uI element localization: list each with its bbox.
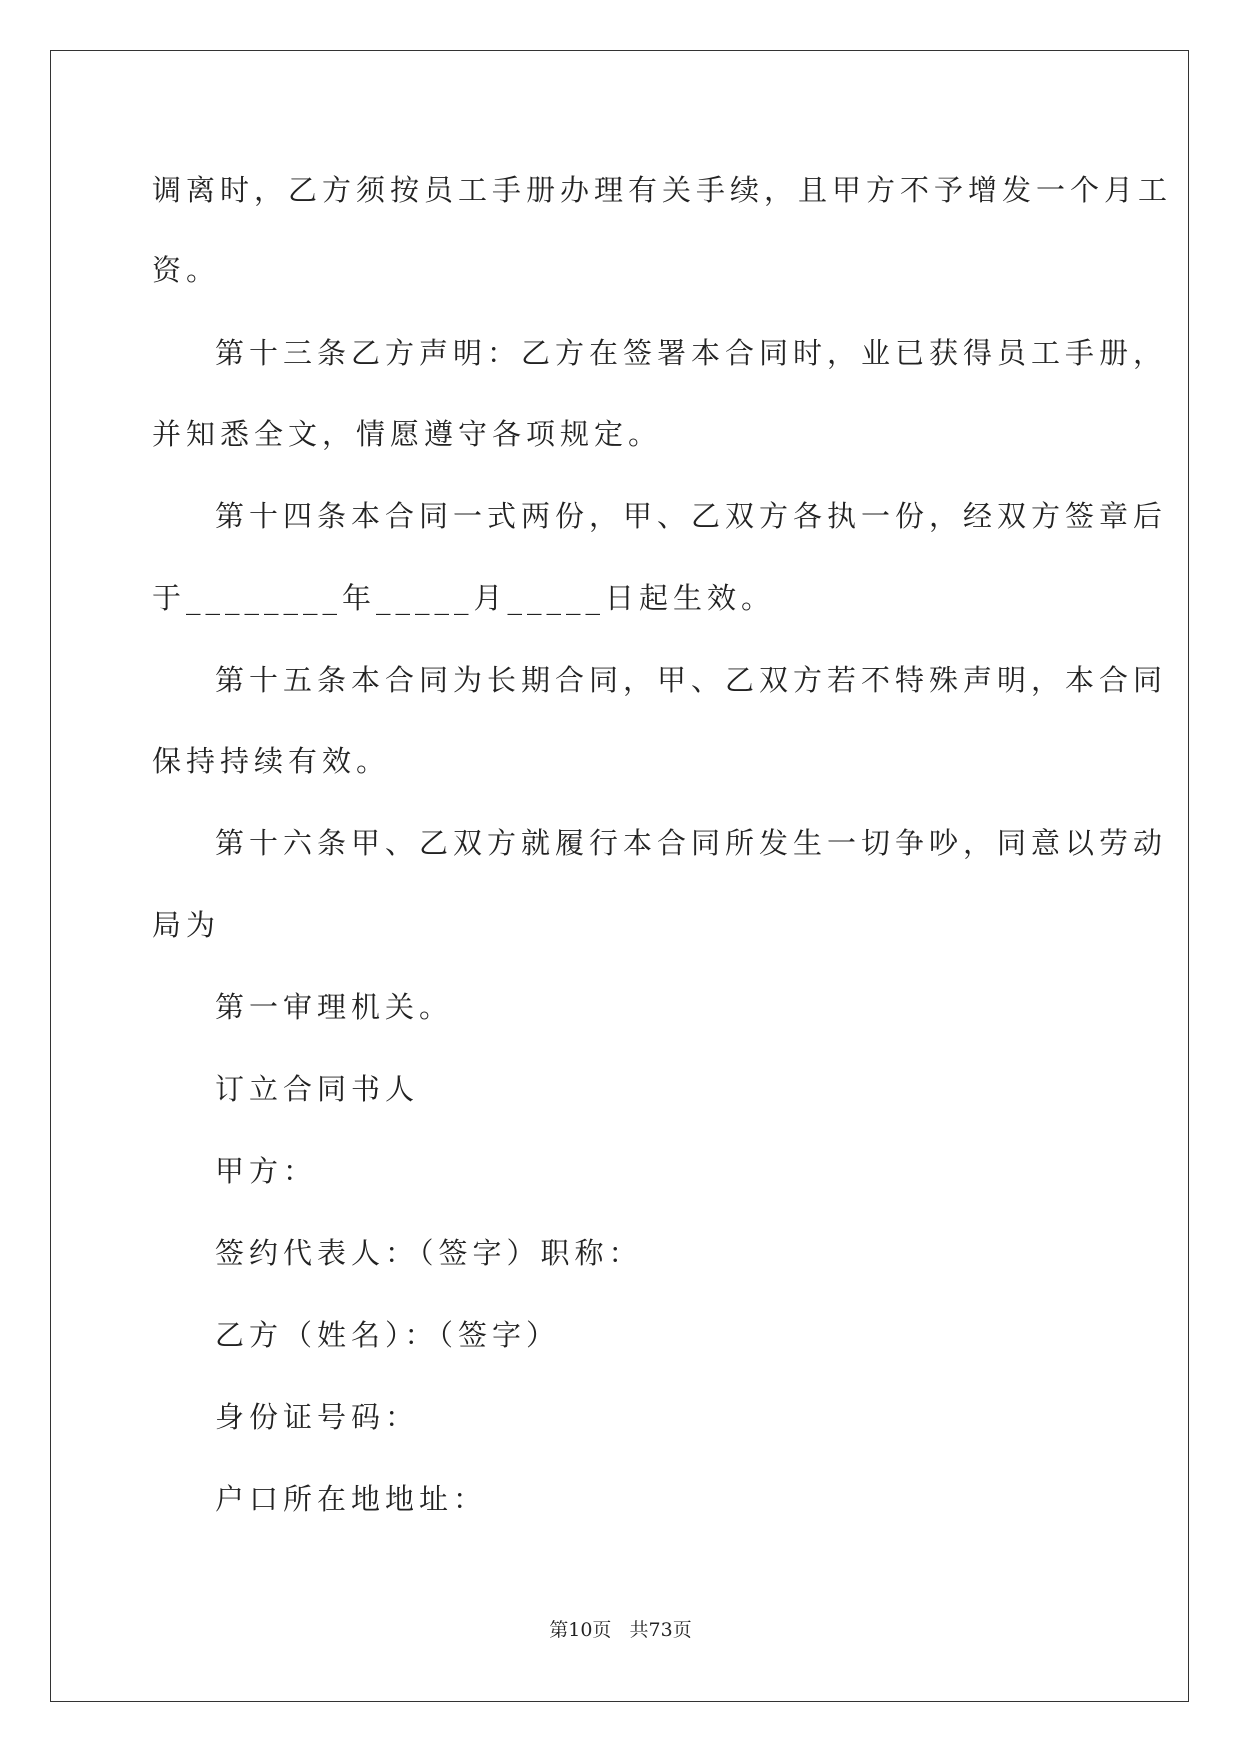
text-line-11: 第一审理机关。 xyxy=(215,990,454,1024)
text-line-17: 户口所在地地址： xyxy=(215,1482,488,1516)
page-number-footer: 第10页 共73页 xyxy=(549,1619,692,1641)
text-line-1: 调离时，乙方须按员工手册办理有关手续，且甲方不予增发一个月工 xyxy=(152,173,1173,207)
text-line-2: 资。 xyxy=(152,253,221,287)
text-line-8: 保持持续有效。 xyxy=(152,744,391,778)
text-line-16: 身份证号码： xyxy=(215,1400,420,1434)
text-line-6: 于________年_____月_____日起生效。 xyxy=(152,581,776,615)
text-line-4: 并知悉全文，情愿遵守各项规定。 xyxy=(152,417,663,451)
text-line-15: 乙方（姓名）：（签字） xyxy=(215,1318,561,1352)
page-border xyxy=(50,50,1189,1702)
text-line-7: 第十五条本合同为长期合同，甲、乙双方若不特殊声明，本合同 xyxy=(215,663,1168,697)
text-line-3: 第十三条乙方声明：乙方在签署本合同时，业已获得员工手册， xyxy=(215,336,1168,370)
text-line-12: 订立合同书人 xyxy=(215,1072,420,1106)
text-line-5: 第十四条本合同一式两份，甲、乙双方各执一份，经双方签章后 xyxy=(215,499,1168,533)
text-line-14: 签约代表人：（签字）职称： xyxy=(215,1236,643,1270)
text-line-13: 甲方： xyxy=(215,1154,318,1188)
text-line-9: 第十六条甲、乙双方就履行本合同所发生一切争吵，同意以劳动 xyxy=(215,826,1168,860)
text-line-10: 局为 xyxy=(152,908,221,942)
